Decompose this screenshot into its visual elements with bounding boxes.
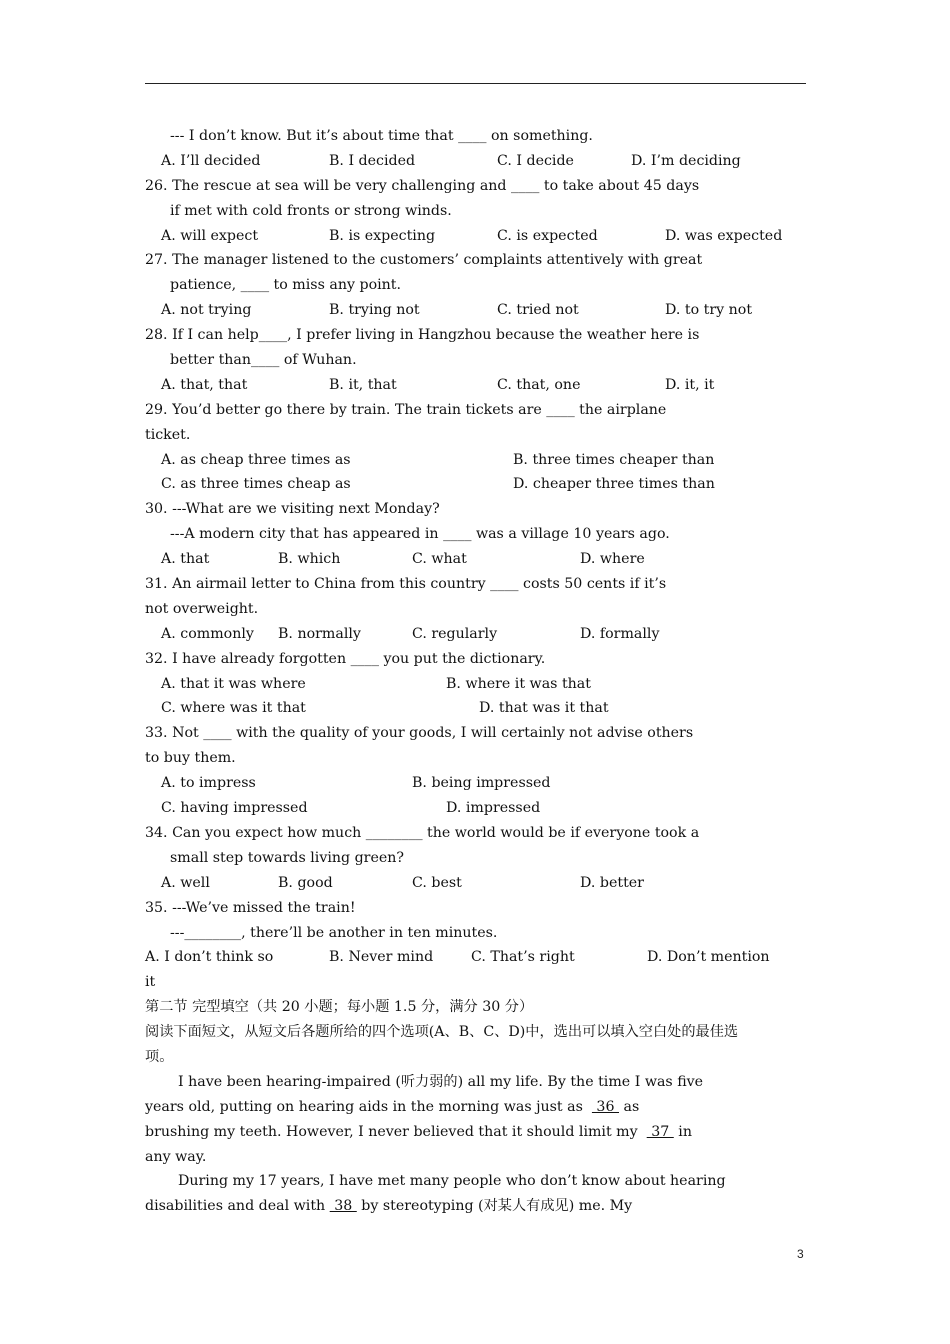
- question-31: 31. An airmail letter to China from this country ____ costs 50 cents if it’s: [145, 576, 667, 593]
- text-line: it: [145, 974, 156, 991]
- option-a: A. I’ll decided: [161, 152, 261, 169]
- option-c: C. best: [412, 874, 462, 891]
- option-d: D. to try not: [665, 302, 753, 319]
- question-29: 29. You’d better go there by train. The train tickets are ____ the airplane: [145, 401, 667, 418]
- options-row: [145, 448, 810, 473]
- option-d: D. cheaper three times than: [513, 476, 715, 493]
- option-c: C. I decide: [497, 152, 574, 169]
- option-d: D. better: [580, 874, 644, 891]
- option-c: C. having impressed: [161, 800, 308, 817]
- question-33: 33. Not ____ with the quality of your goods, I will certainly not advise others: [145, 725, 694, 742]
- passage-text: years old, putting on hearing aids in the morning was just as: [145, 1098, 583, 1115]
- passage-line: any way.: [145, 1148, 207, 1165]
- option-d: D. formally: [580, 625, 660, 642]
- option-b: B. I decided: [329, 152, 416, 169]
- options-row: [145, 373, 810, 398]
- text-line: not overweight.: [145, 600, 259, 617]
- blank-37: 37: [646, 1123, 674, 1140]
- option-d: D. I’m deciding: [631, 152, 741, 169]
- option-a: A. that it was where: [161, 675, 306, 692]
- option-a: A. to impress: [161, 775, 256, 792]
- question-30: 30. ---What are we visiting next Monday?: [145, 501, 440, 518]
- option-b: B. which: [278, 551, 341, 568]
- option-c: C. tried not: [497, 302, 579, 319]
- option-b: B. it, that: [329, 376, 397, 393]
- blank-38: 38: [329, 1198, 357, 1215]
- option-d: D. that was it that: [479, 700, 609, 717]
- question-34: 34. Can you expect how much ________ the world would be if everyone took a: [145, 824, 700, 841]
- options-row: [145, 149, 810, 174]
- page-number: 3: [797, 1247, 804, 1261]
- option-b: B. normally: [278, 625, 361, 642]
- section-instructions: 项。: [145, 1048, 174, 1065]
- option-b: B. good: [278, 874, 333, 891]
- options-row: [145, 298, 810, 323]
- option-a: A. that, that: [161, 376, 248, 393]
- options-row: [145, 796, 810, 821]
- option-c: C. as three times cheap as: [161, 476, 351, 493]
- passage-line: During my 17 years, I have met many people who don’t know about hearing: [178, 1173, 726, 1190]
- passage-line: [145, 1194, 810, 1219]
- option-d: D. it, it: [665, 376, 715, 393]
- options-row: [145, 871, 810, 896]
- section-heading: 第二节 完型填空（共 20 小题；每小题 1.5 分，满分 30 分）: [145, 999, 534, 1016]
- options-row: [145, 622, 810, 647]
- option-a: A. commonly: [161, 625, 254, 642]
- option-d: D. impressed: [446, 800, 541, 817]
- question-35: 35. ---We’ve missed the train!: [145, 899, 356, 916]
- option-c: C. is expected: [497, 227, 598, 244]
- passage-text: as: [619, 1098, 640, 1115]
- option-b: B. is expecting: [329, 227, 436, 244]
- question-26: 26. The rescue at sea will be very challenging and ____ to take about 45 days: [145, 177, 700, 194]
- option-b: B. three times cheaper than: [513, 451, 715, 468]
- option-a: A. that: [161, 551, 210, 568]
- options-row: [145, 672, 810, 697]
- options-row: [145, 771, 810, 796]
- option-b: B. being impressed: [412, 775, 551, 792]
- option-a: A. not trying: [161, 302, 252, 319]
- text-line: ---________, there’ll be another in ten minutes.: [170, 924, 498, 941]
- passage-text: in: [673, 1123, 692, 1140]
- options-row: [145, 945, 810, 970]
- question-28: 28. If I can help____, I prefer living in Hangzhou because the weather here is: [145, 327, 700, 344]
- option-a: A. well: [161, 874, 210, 891]
- section-instructions: 阅读下面短文，从短文后各题所给的四个选项(A、B、C、D)中，选出可以填入空白处的最佳选: [145, 1024, 739, 1041]
- exam-content: [145, 124, 810, 1219]
- blank-36: 36: [591, 1098, 619, 1115]
- passage-line: [145, 1120, 810, 1145]
- text-line: --- I don’t know. But it’s about time that ____ on something.: [170, 128, 593, 144]
- options-row: [145, 472, 810, 497]
- text-line: if met with cold fronts or strong winds.: [170, 202, 452, 219]
- options-row: [145, 696, 810, 721]
- passage-text: by stereotyping (对某人有成见) me. My: [356, 1198, 633, 1215]
- passage-line: I have been hearing-impaired (听力弱的) all my life. By the time I was five: [178, 1073, 704, 1090]
- passage-text: disabilities and deal with: [145, 1198, 326, 1215]
- text-line: ---A modern city that has appeared in ____ was a village 10 years ago.: [170, 526, 670, 543]
- text-line: small step towards living green?: [170, 849, 405, 866]
- question-27: 27. The manager listened to the customers’ complaints attentively with great: [145, 252, 703, 269]
- option-b: B. trying not: [329, 302, 420, 319]
- options-row: [145, 224, 810, 249]
- text-line: ticket.: [145, 426, 191, 443]
- question-32: 32. I have already forgotten ____ you put the dictionary.: [145, 650, 546, 667]
- passage-text: brushing my teeth. However, I never believed that it should limit my: [145, 1123, 638, 1140]
- option-c: C. where was it that: [161, 700, 306, 717]
- option-d: D. Don’t mention: [647, 949, 770, 966]
- option-c: C. That’s right: [471, 949, 575, 966]
- option-c: C. that, one: [497, 376, 581, 393]
- option-a: A. will expect: [161, 227, 259, 244]
- option-c: C. regularly: [412, 625, 498, 642]
- option-b: B. where it was that: [446, 675, 591, 692]
- options-row: [145, 547, 810, 572]
- text-line: to buy them.: [145, 750, 236, 767]
- text-line: patience, ____ to miss any point.: [170, 277, 402, 294]
- passage-line: [145, 1095, 810, 1120]
- option-b: B. Never mind: [329, 949, 434, 966]
- option-a: A. as cheap three times as: [161, 451, 351, 468]
- option-c: C. what: [412, 551, 467, 568]
- option-d: D. was expected: [665, 227, 783, 244]
- header-rule: [145, 83, 806, 84]
- option-a: A. I don’t think so: [145, 949, 274, 966]
- text-line: better than____ of Wuhan.: [170, 352, 357, 369]
- option-d: D. where: [580, 551, 645, 568]
